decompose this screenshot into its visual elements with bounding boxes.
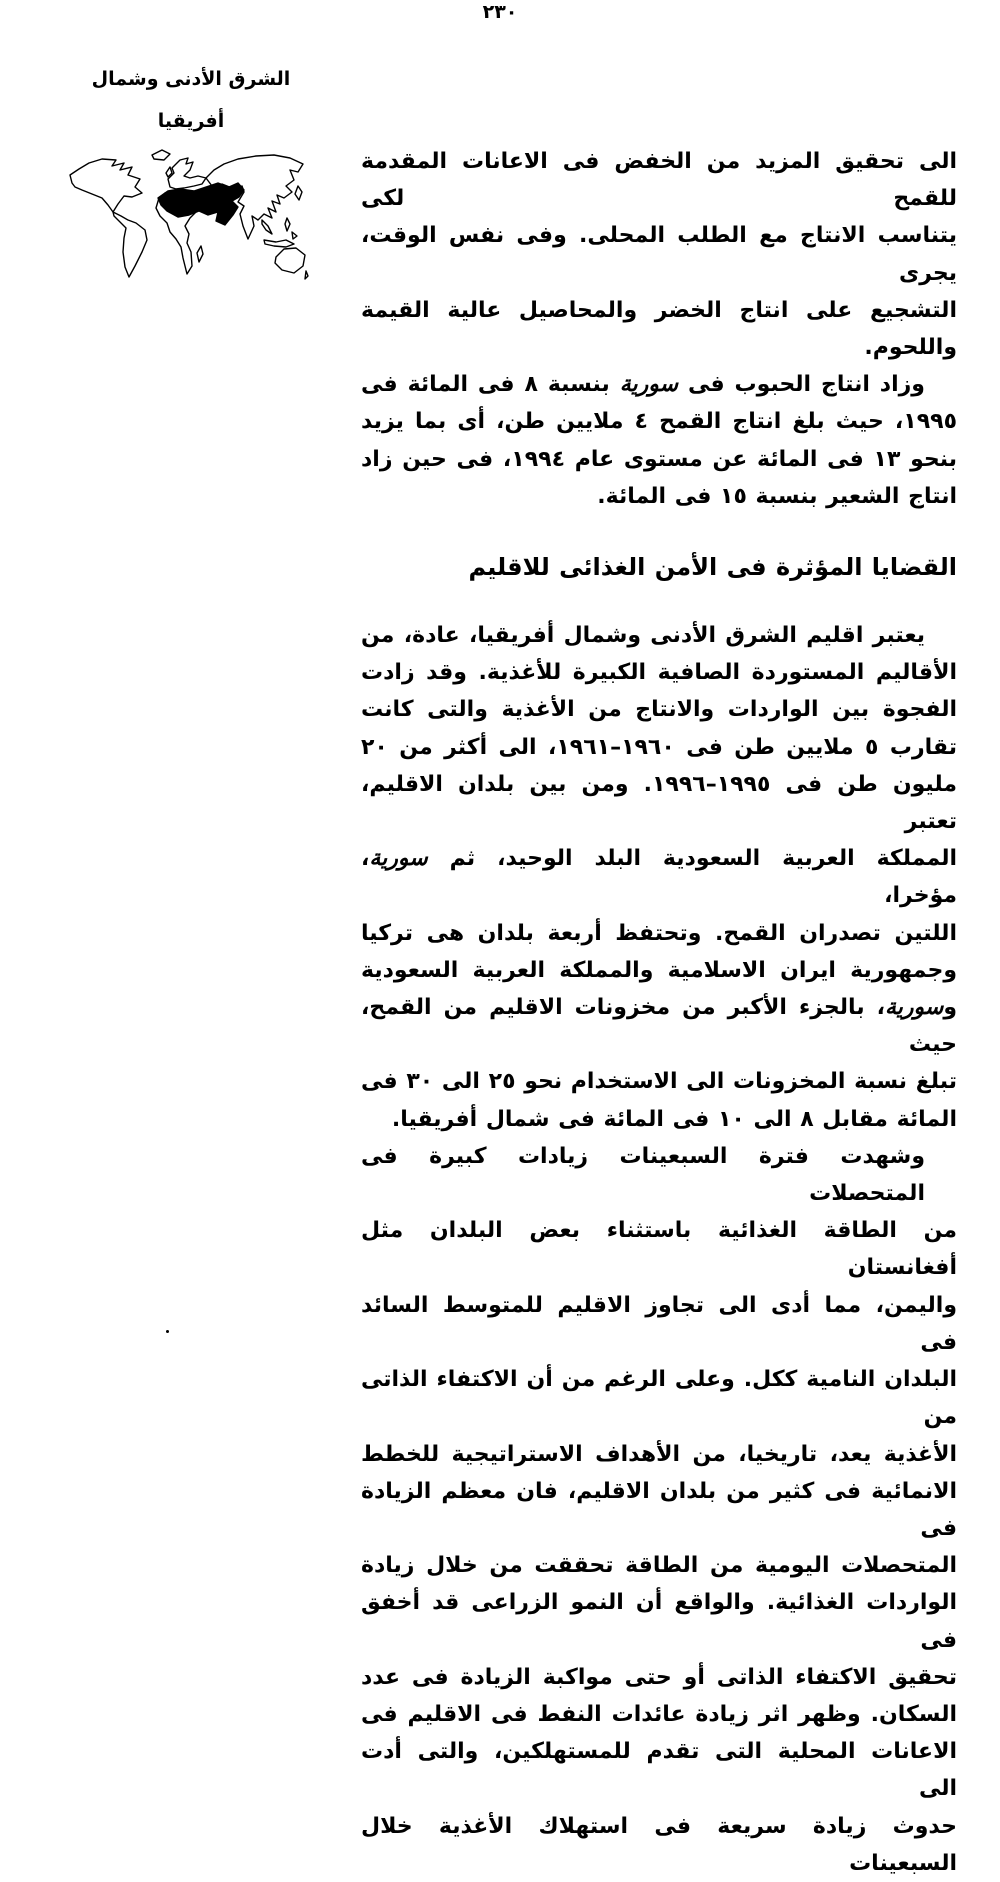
paragraph bbox=[361, 1138, 957, 1882]
text-line: واللحوم. bbox=[864, 335, 957, 361]
text-line: الى تحقيق المزيد من الخفض فى الاعانات المقدمة للقمح لكى bbox=[361, 149, 957, 212]
text-line: المتحصلات اليومية من الطاقة تحققت من خلال زيادة bbox=[361, 1553, 957, 1579]
text-line: اللتين تصدران القمح. وتحتفظ أربعة بلدان هى تركيا bbox=[361, 920, 957, 946]
paragraph bbox=[361, 366, 957, 515]
text-column bbox=[361, 143, 957, 1882]
text-line: ١٩٩٥، حيث بلغ انتاج القمح ٤ ملايين طن، أى بما يزيد bbox=[361, 409, 957, 435]
text-line: واليمن، مما أدى الى تجاوز الاقليم للمتوسط السائد فى bbox=[361, 1292, 957, 1355]
map-southeast-asia bbox=[262, 220, 272, 234]
text-line: وشهدت فترة السبعينات زيادات كبيرة فى المتحصلات bbox=[361, 1143, 925, 1207]
map-indonesia bbox=[264, 240, 294, 247]
text-line: تحقيق الاكتفاء الذاتى أو حتى مواكبة الزيادة فى عدد bbox=[361, 1664, 957, 1690]
text-line: تقارب ٥ ملايين طن فى ١٩٦٠–١٩٦١، الى أكثر من ٢٠ bbox=[361, 734, 957, 760]
text-line: تبلغ نسبة المخزونات الى الاستخدام نحو ٢٥ الى ٣٠ فى bbox=[361, 1069, 957, 1095]
map-south-america bbox=[113, 212, 147, 277]
map-region-near-east-north-africa bbox=[158, 183, 244, 225]
paragraph bbox=[361, 617, 957, 1138]
map-greenland bbox=[152, 150, 170, 160]
text-line: التشجيع على انتاج الخضر والمحاصيل عالية القيمة bbox=[361, 297, 957, 323]
world-map-icon bbox=[66, 146, 314, 292]
map-new-zealand bbox=[305, 271, 308, 279]
text-line: يتناسب الانتاج مع الطلب المحلى. وفى نفس الوقت، يجرى bbox=[361, 223, 957, 286]
map-europe bbox=[168, 158, 206, 189]
region-label bbox=[72, 68, 310, 132]
text-line: مليون طن فى ١٩٩٥–١٩٩٦. ومن بين بلدان الاقليم، تعتبر bbox=[361, 771, 957, 835]
text-line: الواردات الغذائية. والواقع أن النمو الزراعى قد أخفق فى bbox=[361, 1590, 957, 1653]
text-line: وزاد انتاج الحبوب فى سورية بنسبة ٨ فى المائة فى bbox=[361, 372, 925, 398]
section-heading: القضايا المؤثرة فى الأمن الغذائى للاقليم bbox=[468, 553, 957, 582]
region-label-line1: الشرق الأدنى وشمال bbox=[91, 68, 291, 90]
text-line: السكان. وظهر اثر زيادة عائدات النفط فى الاقليم فى bbox=[361, 1701, 957, 1727]
text-line: من الطاقة الغذائية باستثناء بعض البلدان مثل أفغانستان bbox=[361, 1218, 957, 1281]
map-north-america bbox=[70, 159, 142, 212]
text-line: يعتبر اقليم الشرق الأدنى وشمال أفريقيا، عادة، من bbox=[361, 623, 925, 649]
text-line: الانمائية فى كثير من بلدان الاقليم، فان معظم الزيادة فى bbox=[361, 1478, 957, 1541]
text-line: بنحو ١٣ فى المائة عن مستوى عام ١٩٩٤، فى حين زاد bbox=[361, 446, 957, 472]
map-philippines bbox=[285, 218, 290, 231]
text-line: الفجوة بين الواردات والانتاج من الأغذية والتى كانت bbox=[361, 697, 957, 723]
map-madagascar bbox=[197, 246, 203, 262]
region-label-line2: أفريقيا bbox=[157, 110, 225, 132]
paragraph bbox=[361, 143, 957, 366]
text-line: انتاج الشعير بنسبة ١٥ فى المائة. bbox=[597, 483, 957, 509]
text-line: حدوث زيادة سريعة فى استهلاك الأغذية خلال السبعينات bbox=[361, 1813, 957, 1876]
text-line: وجمهورية ايران الاسلامية والمملكة العربية السعودية bbox=[361, 957, 957, 983]
text-line: الأقاليم المستوردة الصافية الكبيرة للأغذية. وقد زادت bbox=[361, 660, 957, 686]
map-australia bbox=[275, 248, 305, 273]
text-line: الاعانات المحلية التى تقدم للمستهلكين، والتى أدت الى bbox=[361, 1739, 957, 1802]
scan-artifact-dot bbox=[166, 1330, 169, 1333]
text-line: وسورية، بالجزء الأكبر من مخزونات الاقليم من القمح، حيث bbox=[361, 995, 957, 1058]
text-line: المملكة العربية السعودية البلد الوحيد، ثم سورية، مؤخرا، bbox=[361, 846, 957, 909]
map-japan bbox=[295, 186, 302, 200]
text-line: المائة مقابل ٨ الى ١٠ فى المائة فى شمال أفريقيا. bbox=[391, 1106, 957, 1132]
map-island bbox=[292, 232, 297, 239]
text-line: البلدان النامية ككل. وعلى الرغم من أن الاكتفاء الذاتى من bbox=[361, 1367, 957, 1430]
page-number: ٢٣٠ bbox=[482, 1, 518, 23]
text-line: الأغذية يعد، تاريخيا، من الأهداف الاستراتيجية للخطط bbox=[361, 1441, 957, 1467]
